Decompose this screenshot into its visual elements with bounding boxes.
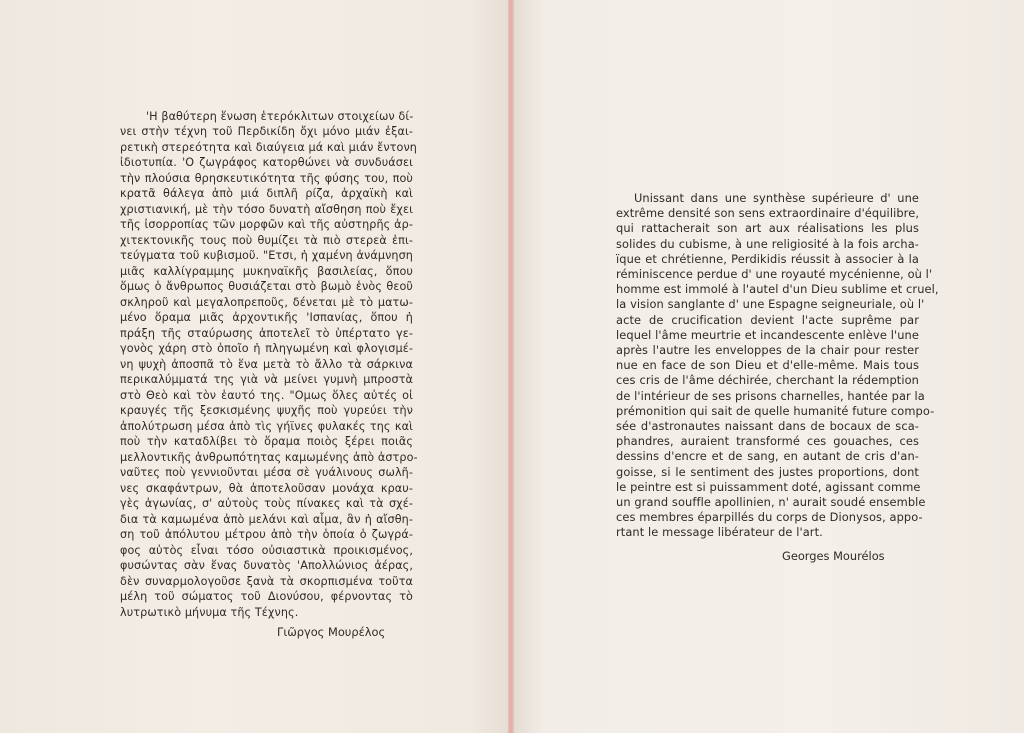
french-signature: Georges Mourélos — [782, 549, 885, 563]
text-line: ἀπολύτρωση μέσα ἀπὸ τὶς γήϊνες φυλακές της καὶ — [120, 419, 413, 433]
text-line: prémonition qui sait de quelle humanité future compo- — [616, 403, 935, 418]
text-line: νες σκαφάντρων, θὰ ἀποτελοῦσαν μονάχα κραυ- — [120, 481, 413, 495]
text-line: rtant le message libérateur de l'art. — [616, 525, 823, 540]
text-line: στὸ Θεὸ καὶ τὸν ἑαυτό της. "Ομως ὅλες αὐτές οἱ — [120, 388, 413, 402]
text-line: λυτρωτικὸ μήνυμα τῆς Τέχνης. — [120, 605, 299, 619]
text-line: ποὺ τὴν καταδλίβει τὸ ὅραμα ποιὸς ξέρει ποιᾶς — [120, 435, 413, 449]
text-line: 'Η βαθύτερη ἕνωση ἑτερόκλιτων στοιχείων δί- — [146, 110, 414, 123]
greek-text-block — [120, 109, 418, 620]
text-line: ces membres éparpillés du corps de Dionysos, appo- — [616, 510, 923, 525]
text-line: nue en face de son Dieu et d'elle-même. Mais tous — [616, 358, 919, 373]
text-line: δια τὰ καμωμένα ἀπὸ μελάνι καὶ αἷμα, ἂν ἡ αἴσθη- — [120, 512, 413, 526]
text-line: Unissant dans une synthèse supérieure d' une — [634, 191, 919, 205]
text-line: ἰδιοτυπία. 'Ο ζωγράφος κατορθώνει νὰ συνδυάσει — [120, 156, 413, 170]
text-line: σκληροῦ καὶ μεγαλοπρεποῦς, δένεται μὲ τὸ ματω- — [120, 295, 413, 309]
text-line: χριστιανική, μὲ τὴν τόσο δυνατὴ αἴσθηση ποὺ ἔχει — [120, 202, 413, 216]
text-line: φυσώντας σὰν ἕνας δυνατὸς 'Απολλώνιος ἀέρας, — [120, 559, 413, 573]
text-line: ση τοῦ ἀπόλυτου μέτρου ἀπὸ τὴν ὁποία ὁ ζωγρά- — [120, 528, 413, 542]
text-line: qui rattacherait son art aux réalisations les plus — [616, 221, 919, 236]
text-line: ïque et chrétienne, Perdikidis réussit à associer à la — [616, 251, 919, 266]
text-line: goisse, si le sentiment des justes proportions, dont — [616, 464, 919, 479]
text-line: phandres, auraient transformé ces gouaches, ces — [616, 434, 919, 449]
text-line: lequel l'âme meurtrie et incandescente enlève l'une — [616, 327, 919, 342]
text-line: extrême densité son sens extraordinaire d'équilibre, — [616, 206, 920, 221]
text-line: μελλοντικῆς ἀνθρωπότητας καμωμένης ἀπὸ ἀστρο- — [120, 450, 418, 464]
text-line: réminiscence perdue d' une royauté mycénienne, où l' — [616, 267, 933, 282]
text-line: de l'intérieur de ses prisons charnelles, hantée par la — [616, 388, 925, 403]
text-line: ρετικὴ στερεότητα καὶ διαύγεια μά καὶ μιάν ἔντονη — [120, 140, 417, 154]
greek-signature: Γιῶργος Μουρέλος — [277, 625, 386, 639]
text-line: ὅμως ὁ ἄνθρωπος θυσιάζεται στὸ βωμὸ ἑνὸς θεοῦ — [120, 280, 413, 294]
text-line: μένο ὅραμα μιᾶς ἀρχοντικῆς 'Ισπανίας, ὅπου ἡ — [120, 311, 413, 325]
text-line: φος αὐτὸς εἶναι τόσο οὐσιαστικὰ προικισμένος, — [120, 543, 413, 557]
text-line: πράξη τῆς σταύρωσης ἀποτελεῖ τὸ ὑπέρτατο γε- — [120, 326, 413, 340]
text-line: περικαλύμματά της γιὰ νὰ μείνει γυμνὴ μπροστὰ — [120, 373, 413, 387]
french-text-block — [616, 191, 939, 541]
text-line: ναῦτες ποὺ γεννιοῦνται μέσα σὲ γυάλινους σωλῆ- — [120, 466, 413, 480]
text-line: sée d'astronautes naissant dans de bocaux de sca- — [616, 419, 919, 434]
text-line: τεύγματα τοῦ κυβισμοῦ. "Ετσι, ἡ χαμένη ἀνάμνηση — [120, 249, 413, 263]
text-line: dessins d'encre et de sang, en autant de cris d'an- — [616, 449, 919, 464]
text-line: solides du cubisme, à une religiosité à la fois archa- — [616, 236, 919, 251]
text-line: τὴν πλούσια θρησκευτικότητα τῆς φύσης του, ποὺ — [120, 171, 413, 185]
text-line: un grand souffle apollinien, n' aurait soudé ensemble — [616, 495, 926, 510]
text-line: χιτεκτονικῆς τους ποὺ θυμίζει τὰ πιὸ στερεὰ ἐπι- — [120, 233, 413, 247]
text-line: acte de crucification devient l'acte suprême par — [616, 312, 919, 327]
text-line: la vision sanglante d' une Espagne seigneuriale, où l' — [616, 297, 925, 312]
text-line: γονὸς χάρη στὸ ὁποῖο ἡ πληγωμένη καὶ φλογισμέ- — [120, 342, 413, 356]
text-line: homme est immolé à l'autel d'un Dieu sublime et cruel, — [616, 282, 939, 297]
text-line: νει στὴν τέχνη τοῦ Περδικίδη ὄχι μόνο μιάν ἐξαι- — [120, 125, 413, 139]
text-line: après l'autre les enveloppes de la chair pour rester — [616, 343, 919, 358]
text-line: κρατᾶ θάλεγα ἀπὸ μιά διπλῆ ρίζα, ἀρχαϊκὴ καὶ — [120, 187, 413, 201]
text-line: γὲς ἀγωνίας, σ' αὐτοὺς τοὺς πίνακες καὶ τὰ σχέ- — [120, 497, 413, 511]
text-line: δὲν συναρμολογοῦσε ξανὰ τὰ σκορπισμένα τοῦτα — [120, 574, 413, 588]
text-line: κραυγές τῆς ξεσκισμένης ψυχῆς ποὺ γυρεύει τὴν — [120, 404, 413, 418]
text-line: μιᾶς καλλίγραμμης μυκηναϊκῆς βασιλείας, ὅπου — [120, 264, 413, 278]
text-line: νη ψυχὴ ἀποσπᾶ τὸ ἕνα μετὰ τὸ ἄλλο τὰ σάρκινα — [120, 357, 413, 371]
text-line: μέλη τοῦ σώματος τοῦ Διονύσου, φέρνοντας τὸ — [120, 590, 413, 604]
text-line: ces cris de l'âme déchirée, cherchant la rédemption — [616, 373, 919, 388]
text-line: le peintre est si puissamment doté, agissant comme — [616, 479, 921, 494]
text-line: τῆς ἰσορροπίας τῶν μορφῶν καὶ τῆς αὐστηρῆς ἀρ- — [120, 218, 413, 232]
left-page — [0, 0, 510, 733]
